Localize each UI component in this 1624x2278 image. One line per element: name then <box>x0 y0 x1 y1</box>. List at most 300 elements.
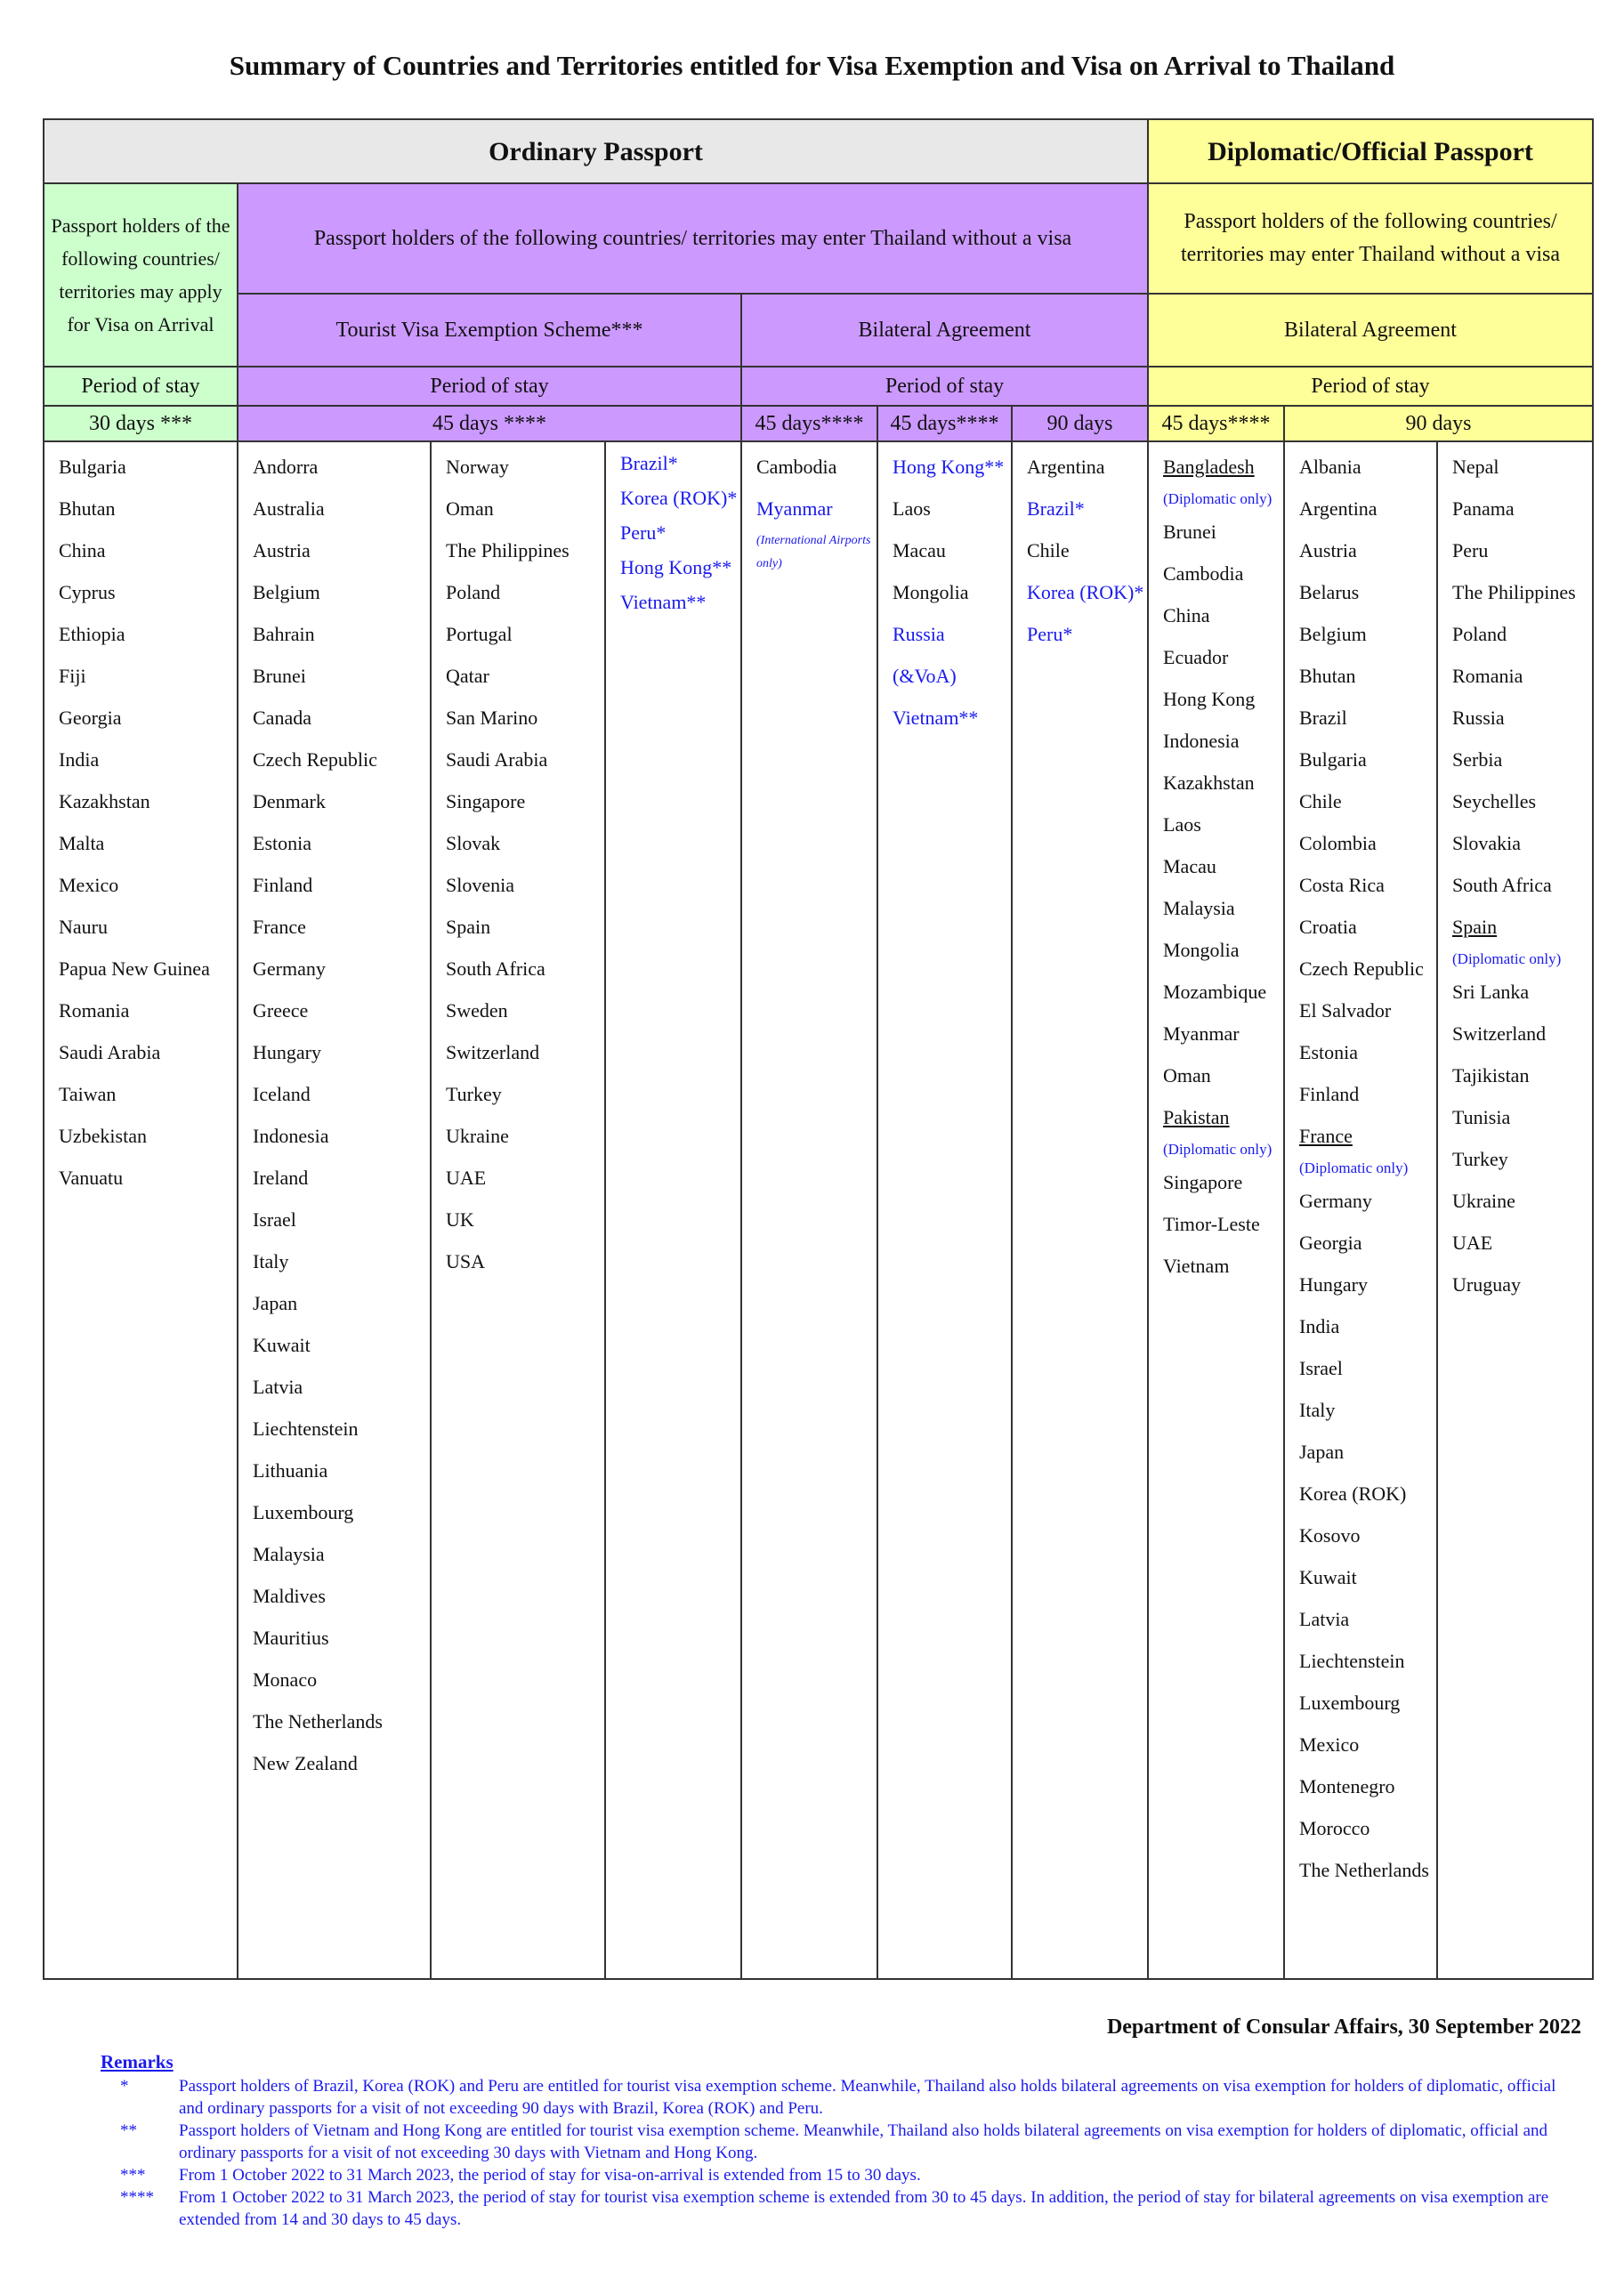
country-name: Mexico <box>59 874 119 896</box>
country-item <box>1163 553 1283 594</box>
country-name: Pakistan <box>1163 1106 1230 1128</box>
country-item <box>59 1073 237 1115</box>
country-name: Estonia <box>253 832 311 854</box>
country-name: Timor-Leste <box>1163 1213 1260 1235</box>
country-name: Argentina <box>1299 497 1378 520</box>
remark-item <box>101 2164 1569 2186</box>
country-item <box>59 571 237 613</box>
country-item <box>1299 1389 1436 1431</box>
country-name: Myanmar <box>756 497 833 520</box>
country-item <box>1163 929 1283 971</box>
country-item <box>446 780 604 822</box>
country-name: Ethiopia <box>59 623 125 645</box>
country-name: Hong Kong <box>1163 688 1256 710</box>
country-item <box>1299 1347 1436 1389</box>
country-name: Slovakia <box>1452 832 1521 854</box>
country-item <box>1452 613 1592 655</box>
country-item <box>253 1659 430 1700</box>
country-item <box>1163 678 1283 720</box>
country-item <box>59 613 237 655</box>
country-item <box>253 1324 430 1366</box>
country-item <box>893 697 1011 739</box>
country-item <box>1452 1180 1592 1222</box>
country-item <box>253 990 430 1031</box>
country-name: Poland <box>1452 623 1507 645</box>
country-item <box>253 822 430 864</box>
bilateral-ordinary-header: Bilateral Agreement <box>741 294 1148 367</box>
days-tourist: 45 days **** <box>238 406 741 441</box>
country-name: Sweden <box>446 999 508 1022</box>
country-name: Cambodia <box>1163 562 1244 585</box>
country-name: Liechtenstein <box>1299 1650 1405 1672</box>
country-name: Peru* <box>620 521 667 544</box>
country-item <box>1452 1138 1592 1180</box>
country-item <box>1299 1598 1436 1640</box>
country-name: China <box>1163 604 1210 626</box>
country-name: Bulgaria <box>1299 748 1367 771</box>
remark-mark: ** <box>120 2121 137 2140</box>
country-item <box>620 550 740 585</box>
country-name: Bhutan <box>1299 665 1356 687</box>
country-item <box>756 488 877 576</box>
country-item <box>1299 655 1436 697</box>
country-item <box>59 906 237 948</box>
country-item <box>1163 1203 1283 1245</box>
country-name: Germany <box>253 957 326 980</box>
country-name: Brazil <box>1299 707 1347 729</box>
country-name: Turkey <box>1452 1148 1508 1170</box>
country-item <box>1452 864 1592 906</box>
country-name: Mexico <box>1299 1733 1360 1756</box>
country-item <box>253 1199 430 1240</box>
country-name: Argentina <box>1027 456 1105 478</box>
country-item <box>253 1450 430 1491</box>
country-name: Hungary <box>1299 1273 1368 1296</box>
country-item <box>1163 636 1283 678</box>
days-bilateral-2: 45 days**** <box>877 406 1012 441</box>
country-name: Chile <box>1299 790 1342 812</box>
country-item <box>1452 697 1592 739</box>
country-name: Cambodia <box>756 456 837 478</box>
country-name: India <box>59 748 100 771</box>
country-item <box>1027 571 1147 613</box>
country-note: (Diplomatic only) <box>1163 1141 1273 1158</box>
country-name: UK <box>446 1208 474 1231</box>
country-name: Korea (ROK)* <box>620 487 738 509</box>
country-item <box>1299 1264 1436 1305</box>
country-item <box>446 1240 604 1282</box>
country-item <box>1452 1013 1592 1054</box>
remarks-title: Remarks <box>101 2051 174 2072</box>
country-name: Germany <box>1299 1190 1372 1212</box>
country-name: Italy <box>253 1250 289 1272</box>
country-name: Serbia <box>1452 748 1503 771</box>
column-tourist-45-days-b <box>431 441 605 1979</box>
country-name: Hungary <box>253 1041 321 1063</box>
country-name: The Netherlands <box>253 1710 383 1733</box>
country-name: Israel <box>1299 1357 1343 1379</box>
country-item <box>1299 571 1436 613</box>
country-item <box>1299 529 1436 571</box>
country-item <box>1299 446 1436 488</box>
bilateral-diplomatic-header: Bilateral Agreement <box>1148 294 1593 367</box>
country-name: Oman <box>1163 1064 1211 1086</box>
country-name: UAE <box>446 1167 487 1189</box>
country-name: Hong Kong** <box>893 456 1005 478</box>
period-of-stay-voa: Period of stay <box>44 367 238 406</box>
country-name: Indonesia <box>253 1125 329 1147</box>
country-item <box>1163 594 1283 636</box>
country-name: Nauru <box>59 916 108 938</box>
country-name: Saudi Arabia <box>446 748 548 771</box>
country-name: Malaysia <box>253 1543 325 1565</box>
remark-mark: **** <box>120 2188 154 2207</box>
country-item <box>253 1157 430 1199</box>
country-item <box>1299 1473 1436 1515</box>
country-name: UAE <box>1452 1232 1493 1254</box>
country-item <box>756 446 877 488</box>
country-name: Latvia <box>1299 1608 1350 1630</box>
country-item <box>1299 613 1436 655</box>
country-item <box>253 1617 430 1659</box>
country-name: Iceland <box>253 1083 311 1105</box>
country-item <box>1163 1013 1283 1054</box>
remark-mark: *** <box>120 2166 146 2185</box>
country-name: Liechtenstein <box>253 1418 359 1440</box>
country-name: Russia (&VoA) <box>893 623 957 687</box>
column-tourist-45-days-c <box>605 441 741 1979</box>
country-name: Slovenia <box>446 874 514 896</box>
country-name: Ukraine <box>446 1125 509 1147</box>
country-item <box>253 1031 430 1073</box>
country-name: Papua New Guinea <box>59 957 210 980</box>
country-item <box>1163 887 1283 929</box>
country-item <box>1452 971 1592 1013</box>
country-item <box>59 990 237 1031</box>
diplomatic-exemption-description: Passport holders of the following countries/ territories may enter Thailand without a visa <box>1148 183 1593 294</box>
country-name: Australia <box>253 497 325 520</box>
country-item <box>59 822 237 864</box>
country-name: Mongolia <box>893 581 969 603</box>
diplomatic-passport-header: Diplomatic/Official Passport <box>1148 119 1593 183</box>
country-item <box>253 906 430 948</box>
days-bilateral-1: 45 days**** <box>741 406 877 441</box>
country-name: Hong Kong** <box>620 556 732 578</box>
remark-text: From 1 October 2022 to 31 March 2023, the period of stay for visa-on-arrival is extended from 15 to 30 days. <box>179 2166 921 2185</box>
country-item <box>1452 446 1592 488</box>
country-item <box>1452 488 1592 529</box>
country-item <box>1299 1765 1436 1807</box>
country-item <box>893 446 1011 488</box>
country-item <box>446 1199 604 1240</box>
country-name: Macau <box>893 539 946 561</box>
country-item <box>253 529 430 571</box>
country-item <box>253 1700 430 1742</box>
country-item <box>1163 1161 1283 1203</box>
country-name: Czech Republic <box>1299 957 1424 980</box>
country-item <box>1452 529 1592 571</box>
country-name: Brunei <box>253 665 306 687</box>
country-item <box>1163 1245 1283 1287</box>
country-name: Seychelles <box>1452 790 1537 812</box>
country-name: Morocco <box>1299 1817 1370 1839</box>
country-name: Finland <box>1299 1083 1360 1105</box>
country-name: Panama <box>1452 497 1515 520</box>
country-name: Taiwan <box>59 1083 117 1105</box>
country-item <box>1163 720 1283 762</box>
page-title: Summary of Countries and Territories entitled for Visa Exemption and Visa on Arrival to Thailand <box>229 50 1395 81</box>
country-name: Latvia <box>253 1376 303 1398</box>
column-diplomatic-45-days <box>1148 441 1284 1979</box>
column-voa-30-days <box>44 441 238 1979</box>
column-diplomatic-90-days-a <box>1284 441 1437 1979</box>
country-item <box>1299 1849 1436 1891</box>
country-item <box>1163 1054 1283 1096</box>
country-item <box>893 488 1011 529</box>
country-item <box>446 990 604 1031</box>
country-item <box>1452 1096 1592 1138</box>
country-note: (International Airports only) <box>756 534 871 570</box>
country-item <box>1163 971 1283 1013</box>
remark-text: Passport holders of Vietnam and Hong Kong are entitled for tourist visa exemption scheme. Meanwhile, Thailand also holds bilateral agreements on visa exemption for holders of diplomatic, official and ordinary passports for a visit of not exceeding 30 days with Vietnam and Hong Kong. <box>179 2121 1548 2162</box>
country-name: El Salvador <box>1299 999 1392 1022</box>
country-name: Korea (ROK) <box>1299 1482 1407 1505</box>
country-name: Switzerland <box>1452 1022 1547 1045</box>
country-item <box>1163 762 1283 804</box>
country-item <box>446 906 604 948</box>
country-name: Brazil* <box>1027 497 1085 520</box>
country-name: Maldives <box>253 1585 326 1607</box>
country-item <box>1299 1031 1436 1073</box>
country-item <box>59 1115 237 1157</box>
country-name: Japan <box>1299 1441 1345 1463</box>
country-name: France <box>253 916 306 938</box>
days-diplomatic-2: 90 days <box>1284 406 1593 441</box>
country-name: Oman <box>446 497 494 520</box>
country-name: Lithuania <box>253 1459 328 1482</box>
country-name: Kazakhstan <box>59 790 150 812</box>
period-of-stay-tourist: Period of stay <box>238 367 741 406</box>
country-name: Kazakhstan <box>1163 771 1255 794</box>
country-name: India <box>1299 1315 1340 1337</box>
country-item <box>1299 1807 1436 1849</box>
country-name: Portugal <box>446 623 513 645</box>
column-bilateral-90-days <box>1012 441 1148 1979</box>
country-name: Slovak <box>446 832 501 854</box>
country-name: France <box>1299 1125 1353 1147</box>
country-name: Italy <box>1299 1399 1336 1421</box>
country-name: Ukraine <box>1452 1190 1515 1212</box>
country-item <box>1299 822 1436 864</box>
country-name: Andorra <box>253 456 319 478</box>
country-item <box>446 864 604 906</box>
country-name: Ireland <box>253 1167 309 1189</box>
country-name: Luxembourg <box>1299 1692 1401 1714</box>
country-item <box>253 1073 430 1115</box>
country-item <box>1452 739 1592 780</box>
country-note: (Diplomatic only) <box>1163 490 1273 507</box>
country-item <box>1299 1640 1436 1682</box>
country-name: New Zealand <box>253 1752 358 1774</box>
country-item <box>446 529 604 571</box>
country-item <box>1163 804 1283 845</box>
days-voa: 30 days *** <box>44 406 238 441</box>
remarks-section <box>101 2051 1569 2231</box>
country-name: South Africa <box>1452 874 1552 896</box>
country-name: Norway <box>446 456 509 478</box>
country-item <box>446 655 604 697</box>
ordinary-exemption-description: Passport holders of the following countries/ territories may enter Thailand without a visa <box>238 183 1148 294</box>
country-note: (Diplomatic only) <box>1299 1159 1409 1176</box>
country-item <box>59 529 237 571</box>
country-item <box>253 1115 430 1157</box>
country-item <box>1299 906 1436 948</box>
period-of-stay-bilateral: Period of stay <box>741 367 1148 406</box>
remark-item <box>101 2186 1569 2231</box>
country-name: Belarus <box>1299 581 1360 603</box>
column-bilateral-45-days-b <box>877 441 1012 1979</box>
country-item <box>59 655 237 697</box>
country-name: Colombia <box>1299 832 1377 854</box>
tourist-scheme-header: Tourist Visa Exemption Scheme*** <box>238 294 741 367</box>
country-name: Monaco <box>253 1668 318 1691</box>
column-bilateral-45-days-a <box>741 441 877 1979</box>
country-name: Spain <box>446 916 491 938</box>
remark-item <box>101 2075 1569 2120</box>
country-name: Malaysia <box>1163 897 1235 919</box>
country-item <box>59 864 237 906</box>
country-name: Estonia <box>1299 1041 1358 1063</box>
country-name: Kosovo <box>1299 1524 1361 1547</box>
country-item <box>446 1073 604 1115</box>
country-name: Israel <box>253 1208 296 1231</box>
country-name: Uzbekistan <box>59 1125 147 1147</box>
voa-description: Passport holders of the following countries/ territories may apply for Visa on Arrival <box>44 183 238 367</box>
country-item <box>1163 511 1283 553</box>
country-item <box>59 1157 237 1199</box>
country-name: China <box>59 539 106 561</box>
country-name: Romania <box>1452 665 1523 687</box>
country-name: Switzerland <box>446 1041 540 1063</box>
country-item <box>1299 1724 1436 1765</box>
country-item <box>1027 613 1147 655</box>
country-name: Bahrain <box>253 623 315 645</box>
country-name: Kuwait <box>253 1334 311 1356</box>
country-item <box>620 585 740 619</box>
country-item <box>253 446 430 488</box>
country-name: Czech Republic <box>253 748 377 771</box>
country-name: Costa Rica <box>1299 874 1385 896</box>
country-name: Vietnam <box>1163 1255 1230 1277</box>
country-item <box>253 948 430 990</box>
country-name: Spain <box>1452 916 1498 938</box>
country-name: Denmark <box>253 790 326 812</box>
country-item <box>253 1240 430 1282</box>
country-name: Tajikistan <box>1452 1064 1530 1086</box>
country-item <box>1452 655 1592 697</box>
country-item <box>253 1408 430 1450</box>
country-name: Uruguay <box>1452 1273 1521 1296</box>
country-item <box>1299 1682 1436 1724</box>
country-item <box>1027 446 1147 488</box>
country-item <box>446 1157 604 1199</box>
remark-item <box>101 2120 1569 2164</box>
country-name: Ecuador <box>1163 646 1229 668</box>
country-item <box>1452 1264 1592 1305</box>
country-name: USA <box>446 1250 486 1272</box>
country-name: Belgium <box>1299 623 1367 645</box>
country-item <box>1452 906 1592 971</box>
country-name: Saudi Arabia <box>59 1041 161 1063</box>
country-item <box>893 571 1011 613</box>
country-item <box>1163 1096 1283 1161</box>
country-item <box>446 739 604 780</box>
country-item <box>253 780 430 822</box>
country-name: South Africa <box>446 957 545 980</box>
country-item <box>253 1282 430 1324</box>
ordinary-passport-header: Ordinary Passport <box>44 119 1148 183</box>
visa-summary-table <box>43 118 1594 1980</box>
country-item <box>253 1742 430 1784</box>
country-item <box>1299 1305 1436 1347</box>
country-note: (Diplomatic only) <box>1452 950 1562 967</box>
country-name: Brunei <box>1163 521 1216 543</box>
country-item <box>59 780 237 822</box>
country-name: Poland <box>446 581 501 603</box>
country-item <box>253 1491 430 1533</box>
country-item <box>893 613 1011 697</box>
country-item <box>446 697 604 739</box>
country-item <box>1299 488 1436 529</box>
country-item <box>446 1115 604 1157</box>
country-name: Macau <box>1163 855 1216 877</box>
country-item <box>620 481 740 515</box>
country-name: Laos <box>893 497 931 520</box>
country-name: Laos <box>1163 813 1201 836</box>
country-item <box>446 822 604 864</box>
country-name: Luxembourg <box>253 1501 354 1523</box>
days-diplomatic-1: 45 days**** <box>1148 406 1284 441</box>
country-item <box>1299 864 1436 906</box>
country-item <box>1299 1115 1436 1180</box>
country-name: Bhutan <box>59 497 116 520</box>
country-item <box>253 1533 430 1575</box>
remark-text: Passport holders of Brazil, Korea (ROK) and Peru are entitled for tourist visa exemption scheme. Meanwhile, Thailand also holds bilateral agreements on visa exemption for holders of diplomatic, official and ordinary passports for a visit of not exceeding 90 days with Brazil, Korea (ROK) and Peru. <box>179 2077 1556 2118</box>
country-name: The Philippines <box>446 539 570 561</box>
country-name: Indonesia <box>1163 730 1240 752</box>
country-item <box>620 446 740 481</box>
country-name: Belgium <box>253 581 320 603</box>
country-name: Malta <box>59 832 105 854</box>
country-item <box>1452 571 1592 613</box>
column-diplomatic-90-days-b <box>1437 441 1593 1979</box>
country-name: Bangladesh <box>1163 456 1255 478</box>
country-name: Austria <box>1299 539 1357 561</box>
country-item <box>59 739 237 780</box>
country-name: Cyprus <box>59 581 116 603</box>
country-name: Mongolia <box>1163 939 1240 961</box>
country-item <box>446 613 604 655</box>
country-name: Chile <box>1027 539 1070 561</box>
days-bilateral-3: 90 days <box>1012 406 1148 441</box>
country-name: Kuwait <box>1299 1566 1357 1588</box>
country-item <box>1163 446 1283 511</box>
country-name: Albania <box>1299 456 1361 478</box>
country-name: Vietnam** <box>620 591 707 613</box>
country-name: Mauritius <box>253 1627 329 1649</box>
country-name: Romania <box>59 999 130 1022</box>
country-name: Finland <box>253 874 313 896</box>
